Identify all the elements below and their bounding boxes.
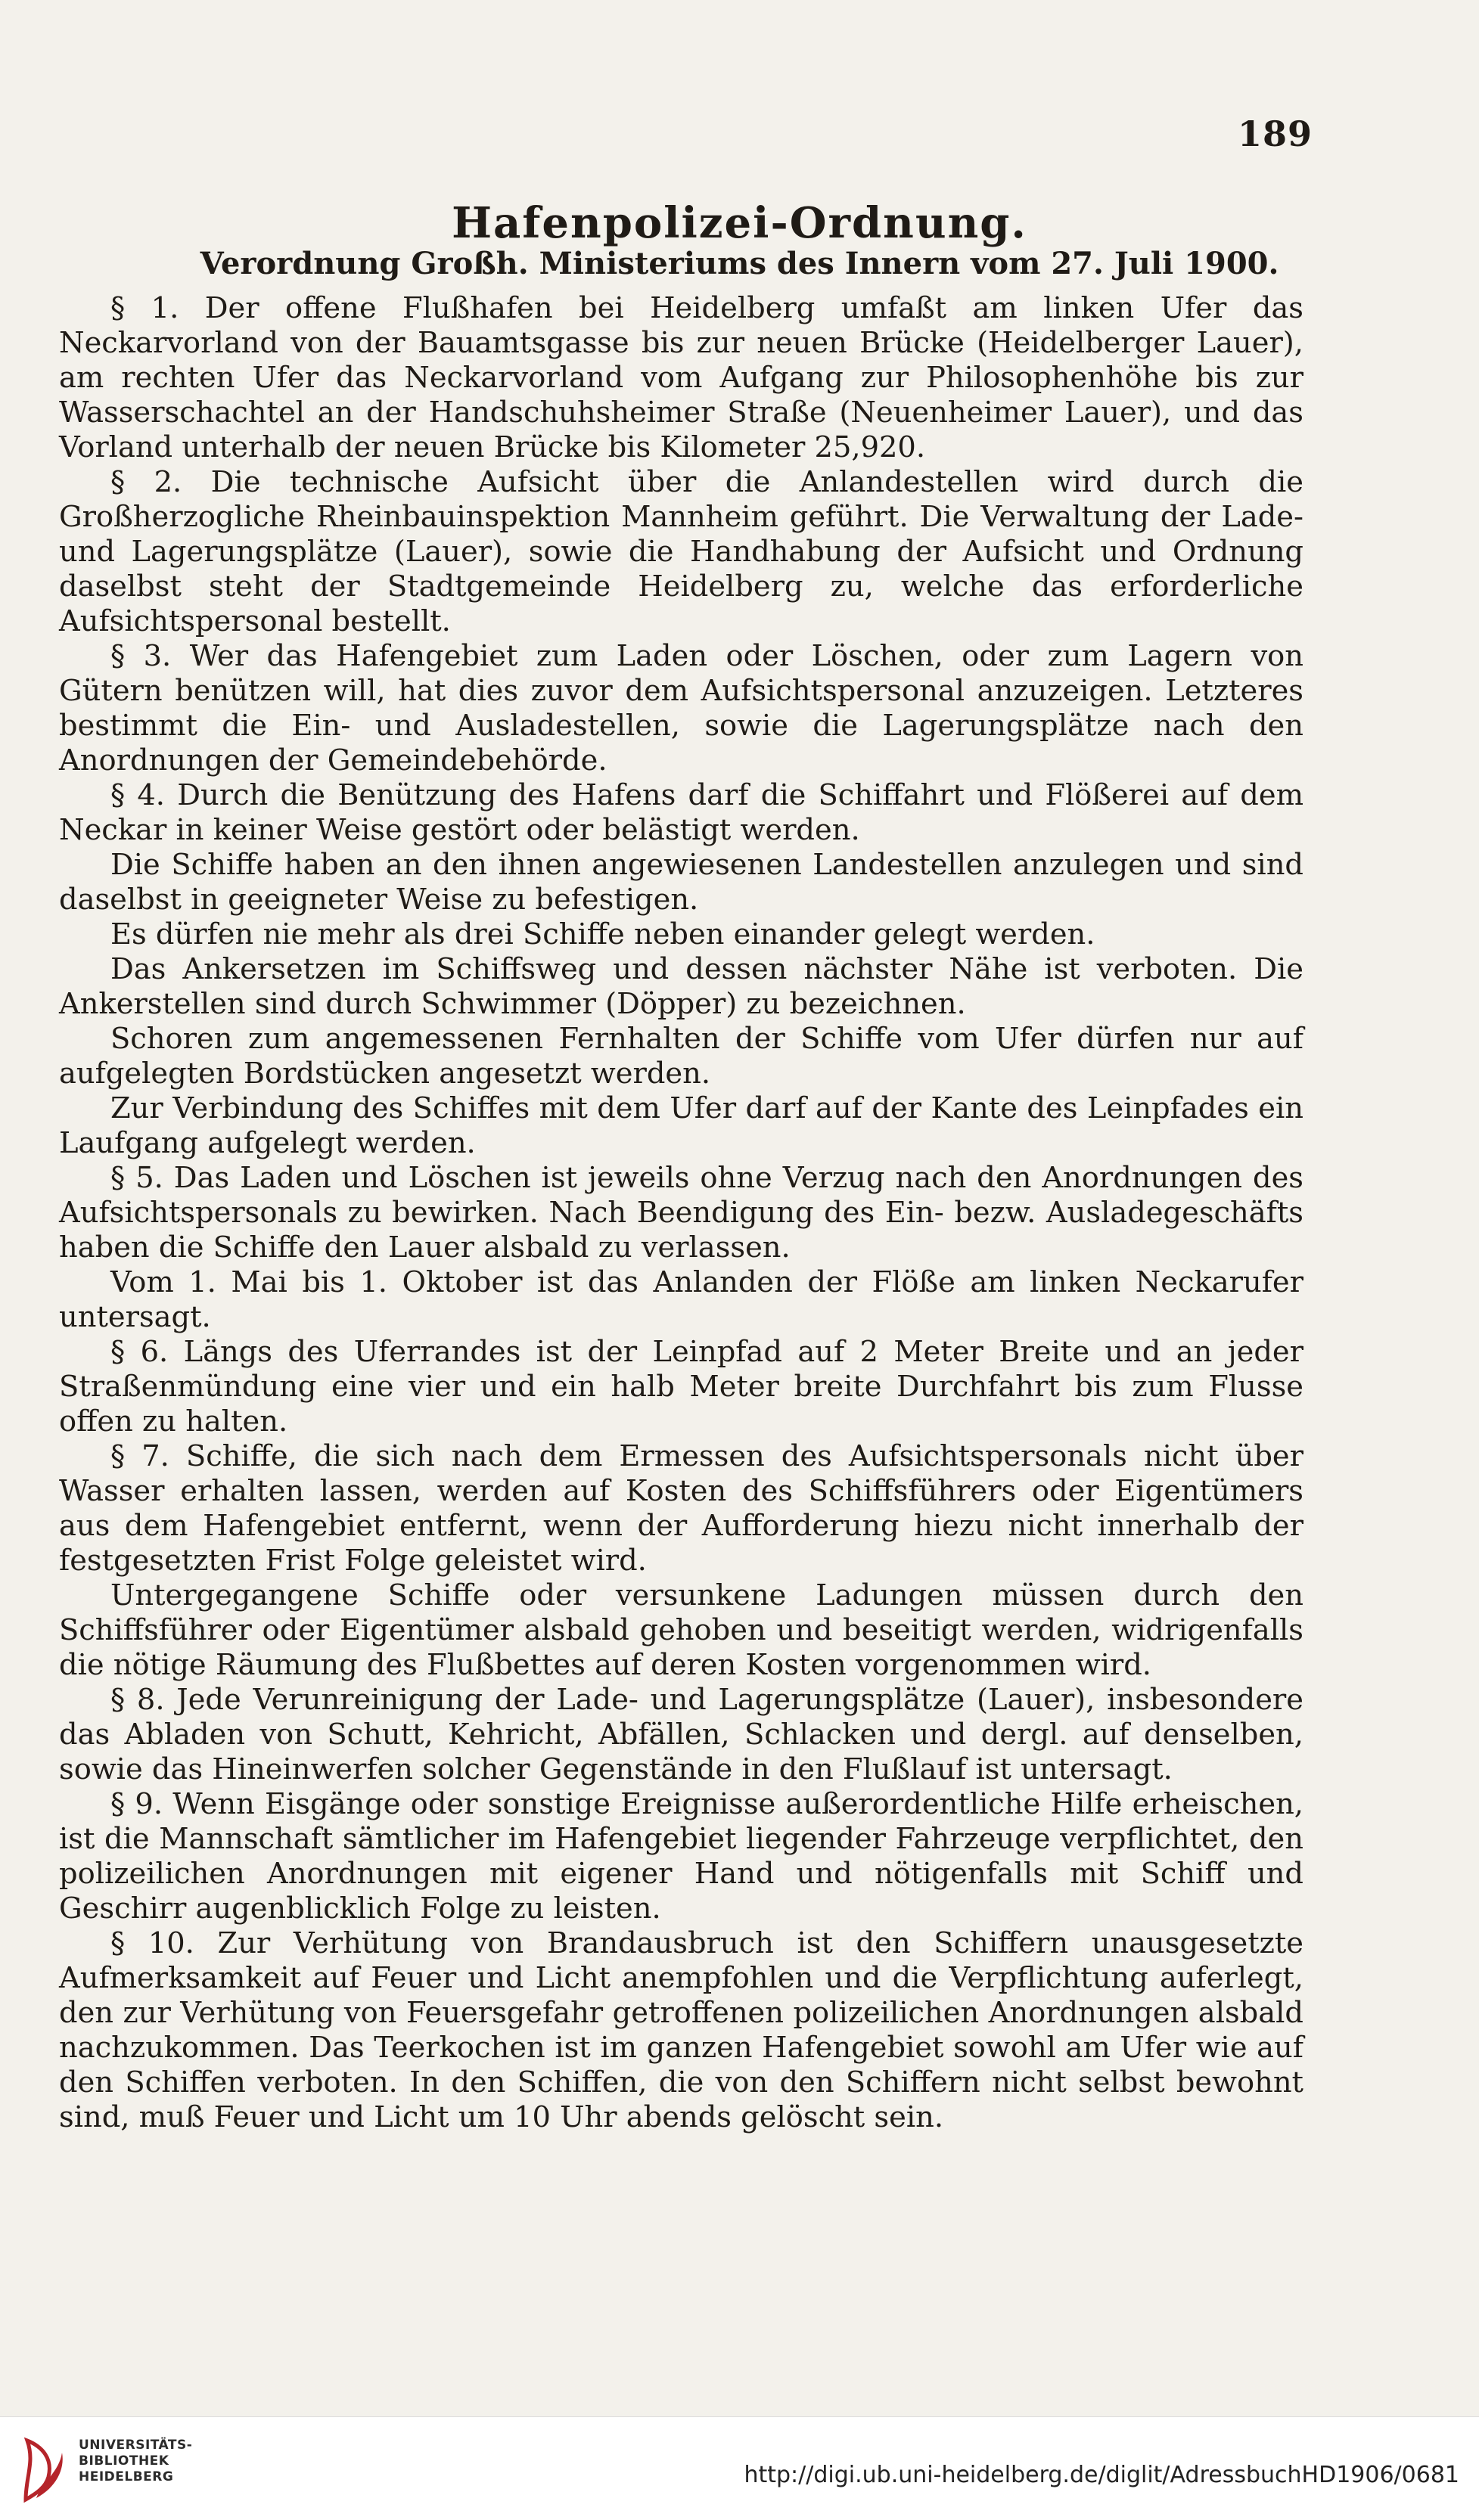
library-logo-icon — [20, 2432, 68, 2504]
paragraph: § 8. Jede Verunreinigung der Lade- und Lagerungsplätze (Lauer), insbesondere das Abladen von Schutt, Kehricht, Abfällen, Schlacken und dergl. auf denselben, sowie das Hineinwerfen solcher Gegenstände in den Flußlauf ist untersagt. — [59, 1683, 1303, 1786]
library-logo-text — [79, 2438, 192, 2485]
page-subtitle: Verordnung Großh. Ministeriums des Innern vom 27. Juli 1900. — [200, 246, 1279, 281]
paragraph: § 9. Wenn Eisgänge oder sonstige Ereignisse außerordentliche Hilfe erheischen, ist die Mannschaft sämtlicher im Hafengebiet liegender Fahrzeuge verpflichtet, den polizeilichen Anordnungen mit eigener Hand und nötigenfalls mit Schiff und Geschirr augenblicklich Folge zu leisten. — [59, 1787, 1303, 1926]
source-url-link[interactable]: http://digi.ub.uni-heidelberg.de/diglit/AdressbuchHD1906/0681 — [744, 2462, 1459, 2488]
paragraph: § 1. Der offene Flußhafen bei Heidelberg umfaßt am linken Ufer das Neckarvorland von der Bauamtsgasse bis zur neuen Brücke (Heidelberger Lauer), am rechten Ufer das Neckarvorland vom Aufgang zur Philosophenhöhe bis zur Wasserschachtel an der Handschuhsheimer Straße (Neuenheimer Lauer), und das Vorland unterhalb der neuen Brücke bis Kilometer 25,920. — [59, 291, 1303, 464]
paragraph: § 3. Wer das Hafengebiet zum Laden oder Löschen, oder zum Lagern von Gütern benützen will, hat dies zuvor dem Aufsichtspersonal anzuzeigen. Letzteres bestimmt die Ein- und Ausladestellen, sowie die Lagerungsplätze nach den Anordnungen der Gemeindebehörde. — [59, 639, 1303, 777]
logo-line: HEIDELBERG — [79, 2469, 174, 2484]
paragraph: § 2. Die technische Aufsicht über die Anlandestellen wird durch die Großherzogliche Rheinbauinspektion Mannheim geführt. Die Verwaltung der Lade- und Lagerungsplätze (Lauer), sowie die Handhabung der Aufsicht und Ordnung daselbst steht der Stadtgemeinde Heidelberg zu, welche das erforderliche Aufsichtspersonal bestellt. — [59, 465, 1303, 638]
paragraph: Zur Verbindung des Schiffes mit dem Ufer darf auf der Kante des Leinpfades ein Laufgang aufgelegt werden. — [59, 1091, 1303, 1160]
page-title: Hafenpolizei-Ordnung. — [452, 198, 1027, 248]
page-number: 189 — [1237, 113, 1313, 154]
paragraph: § 7. Schiffe, die sich nach dem Ermessen des Aufsichtspersonals nicht über Wasser erhalten lassen, werden auf Kosten des Schiffsführers oder Eigentümers aus dem Hafengebiet entfernt, wenn der Aufforderung hiezu nicht innerhalb der festgesetzten Frist Folge geleistet wird. — [59, 1439, 1303, 1578]
logo-line: UNIVERSITÄTS- — [79, 2438, 193, 2453]
ordinance-text — [59, 291, 1303, 2135]
paragraph: Die Schiffe haben an den ihnen angewiesenen Landestellen anzulegen und sind daselbst in geeigneter Weise zu befestigen. — [59, 848, 1303, 917]
paragraph: § 4. Durch die Benützung des Hafens darf die Schiffahrt und Flößerei auf dem Neckar in keiner Weise gestört oder belästigt werden. — [59, 778, 1303, 847]
paragraph: Schoren zum angemessenen Fernhalten der Schiffe vom Ufer dürfen nur auf aufgelegten Bordstücken angesetzt werden. — [59, 1022, 1303, 1091]
paragraph: Das Ankersetzen im Schiffsweg und dessen nächster Nähe ist verboten. Die Ankerstellen sind durch Schwimmer (Döpper) zu bezeichnen. — [59, 952, 1303, 1021]
paragraph: Untergegangene Schiffe oder versunkene Ladungen müssen durch den Schiffsführer oder Eigentümer alsbald gehoben und beseitigt werden, widrigenfalls die nötige Räumung des Flußbettes auf deren Kosten vorgenommen wird. — [59, 1578, 1303, 1682]
paragraph: § 5. Das Laden und Löschen ist jeweils ohne Verzug nach den Anordnungen des Aufsichtspersonals zu bewirken. Nach Beendigung des Ein- bezw. Ausladegeschäfts haben die Schiffe den Lauer alsbald zu verlassen. — [59, 1161, 1303, 1265]
logo-line: BIBLIOTHEK — [79, 2453, 169, 2469]
paragraph: Vom 1. Mai bis 1. Oktober ist das Anlanden der Flöße am linken Neckarufer untersagt. — [59, 1265, 1303, 1334]
paragraph: § 6. Längs des Uferrandes ist der Leinpfad auf 2 Meter Breite und an jeder Straßenmündung eine vier und ein halb Meter breite Durchfahrt bis zum Flusse offen zu halten. — [59, 1335, 1303, 1438]
paragraph: Es dürfen nie mehr als drei Schiffe neben einander gelegt werden. — [110, 917, 1095, 951]
paragraph: § 10. Zur Verhütung von Brandausbruch ist den Schiffern unausgesetzte Aufmerksamkeit auf Feuer und Licht anempfohlen und die Verpflichtung auferlegt, den zur Verhütung von Feuersgefahr getroffenen polizeilichen Anordnungen alsbald nachzukommen. Das Teerkochen ist im ganzen Hafengebiet sowohl am Ufer wie auf den Schiffen verboten. In den Schiffen, die von den Schiffern nicht selbst bewohnt sind, muß Feuer und Licht um 10 Uhr abends gelöscht sein. — [59, 1926, 1303, 2134]
